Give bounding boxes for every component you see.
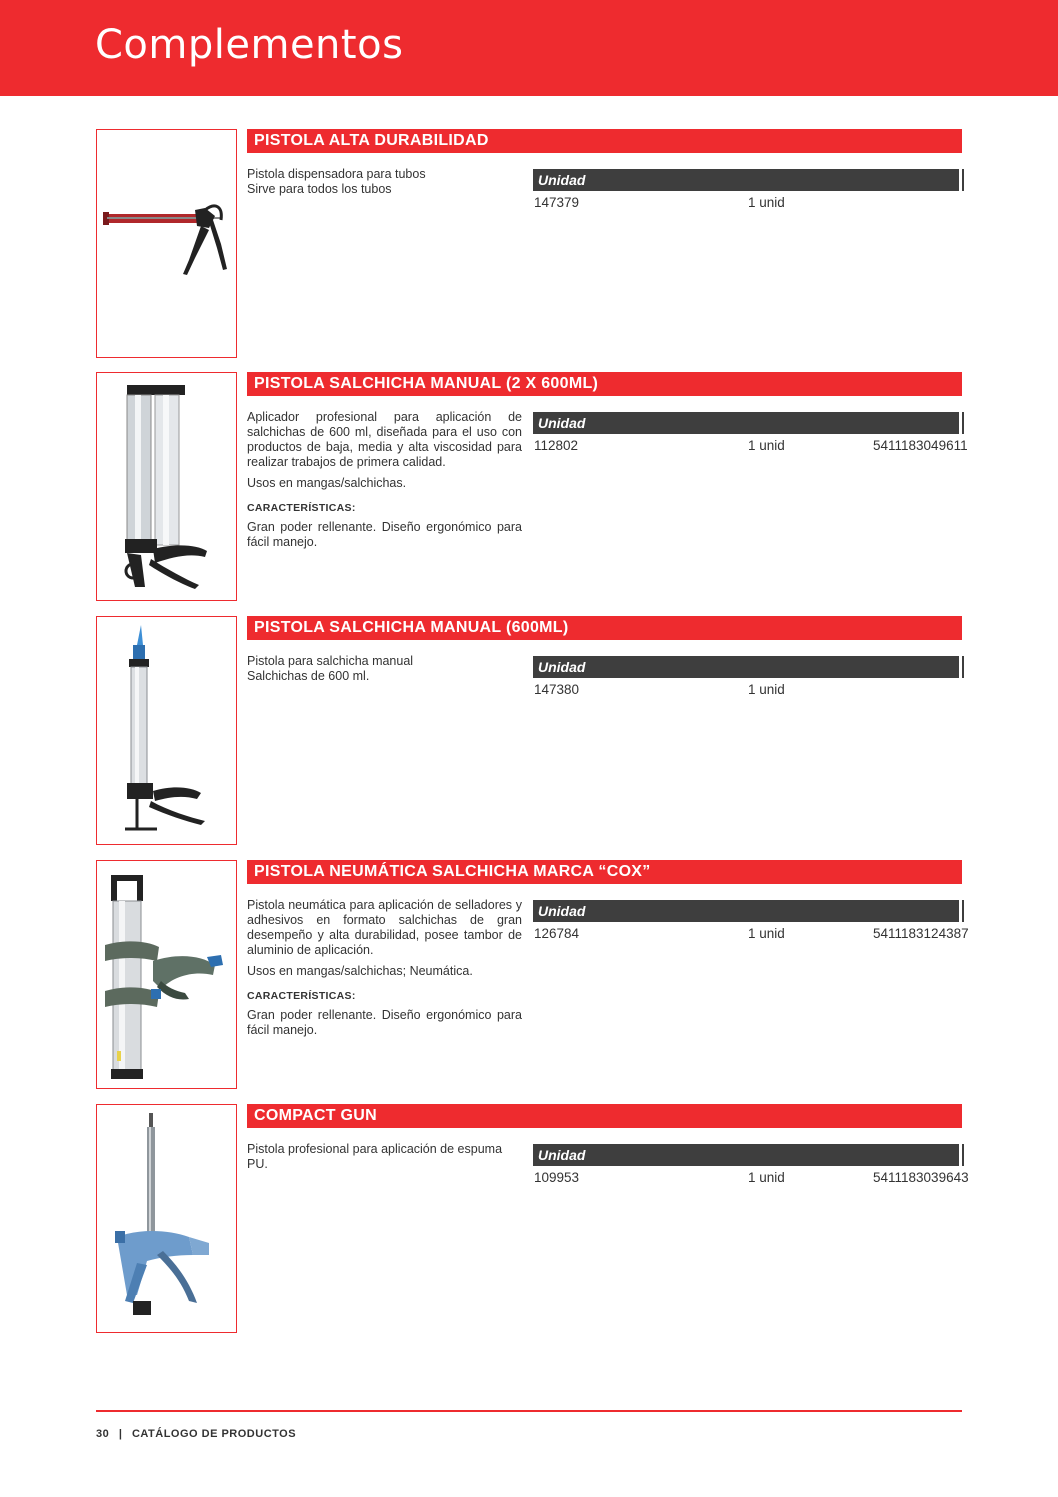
footer-divider [96, 1410, 962, 1412]
description-paragraph: Usos en mangas/salchichas. [247, 476, 407, 490]
foam-gun-icon [97, 1105, 236, 1332]
features-label: CARACTERÍSTICAS: [247, 502, 356, 514]
product-ean: 5411183049611 [873, 438, 968, 453]
product-ean: 5411183124387 [873, 926, 969, 941]
caulking-gun-icon [97, 130, 236, 357]
unit-column-header: Unidad [533, 412, 962, 434]
product-entry [0, 1104, 1058, 1334]
description-line: Pistola profesional para aplicación de espuma PU. [247, 1142, 503, 1171]
page-header [0, 0, 1058, 96]
product-code: 109953 [534, 1170, 580, 1185]
sausage-gun-icon [97, 617, 236, 844]
product-unit: 1 unid [748, 1170, 785, 1185]
dual-sausage-gun-icon [97, 373, 236, 600]
description-paragraph: Aplicador profesional para aplicación de salchichas de 600 ml, diseñada para el uso con productos de baja, media y alta viscosidad para realizar trabajos de primera calidad. [247, 410, 522, 469]
product-unit: 1 unid [748, 926, 785, 941]
features-text: Gran poder rellenante. Diseño ergonómico para fácil manejo. [247, 520, 522, 549]
product-code: 112802 [534, 438, 579, 453]
product-title: PISTOLA NEUMÁTICA SALCHICHA MARCA “COX” [247, 860, 962, 884]
description-paragraph: Usos en mangas/salchichas; Neumática. [247, 964, 473, 978]
features-text: Gran poder rellenante. Diseño ergonómico para fácil manejo. [247, 1008, 522, 1037]
product-entry [0, 372, 1058, 602]
product-entry [0, 129, 1058, 359]
description-line: Pistola para salchicha manual [247, 654, 414, 668]
page-title: Complementos [95, 22, 404, 68]
product-entry [0, 860, 1058, 1090]
page-number: 30 [96, 1428, 110, 1440]
product-description [247, 898, 522, 1044]
product-ean: 5411183039643 [873, 1170, 969, 1185]
unit-column-header: Unidad [533, 1144, 962, 1166]
unit-column-header: Unidad [533, 900, 962, 922]
product-description [247, 410, 522, 556]
product-entry [0, 616, 1058, 846]
product-title: PISTOLA SALCHICHA MANUAL (600ML) [247, 616, 962, 640]
product-code: 147379 [534, 195, 580, 210]
footer-separator: | [118, 1428, 123, 1440]
description-line: Pistola dispensadora para tubos [247, 167, 426, 181]
unit-column-header: Unidad [533, 656, 962, 678]
product-description [247, 1142, 522, 1172]
product-unit: 1 unid [748, 682, 785, 697]
product-photo-frame [96, 129, 237, 358]
product-description [247, 167, 522, 197]
features-label: CARACTERÍSTICAS: [247, 990, 356, 1002]
description-line: Salchichas de 600 ml. [247, 669, 370, 683]
product-unit: 1 unid [748, 195, 785, 210]
product-title: COMPACT GUN [247, 1104, 962, 1128]
product-photo-frame [96, 372, 237, 601]
unit-column-header: Unidad [533, 169, 962, 191]
product-unit: 1 unid [748, 438, 785, 453]
product-title: PISTOLA ALTA DURABILIDAD [247, 129, 962, 153]
product-photo-frame [96, 860, 237, 1089]
catalog-label: CATÁLOGO DE PRODUCTOS [131, 1428, 297, 1440]
description-line: Sirve para todos los tubos [247, 182, 392, 196]
product-title: PISTOLA SALCHICHA MANUAL (2 X 600ML) [247, 372, 962, 396]
product-code: 147380 [534, 682, 580, 697]
page-footer [96, 1428, 296, 1440]
product-description [247, 654, 522, 684]
product-photo-frame [96, 1104, 237, 1333]
pneumatic-gun-icon [97, 861, 236, 1088]
description-paragraph: Pistola neumática para aplicación de selladores y adhesivos en formato salchichas de gran desempeño y alta durabilidad, posee tambor de aluminio de aplicación. [247, 898, 522, 957]
product-code: 126784 [534, 926, 580, 941]
product-photo-frame [96, 616, 237, 845]
